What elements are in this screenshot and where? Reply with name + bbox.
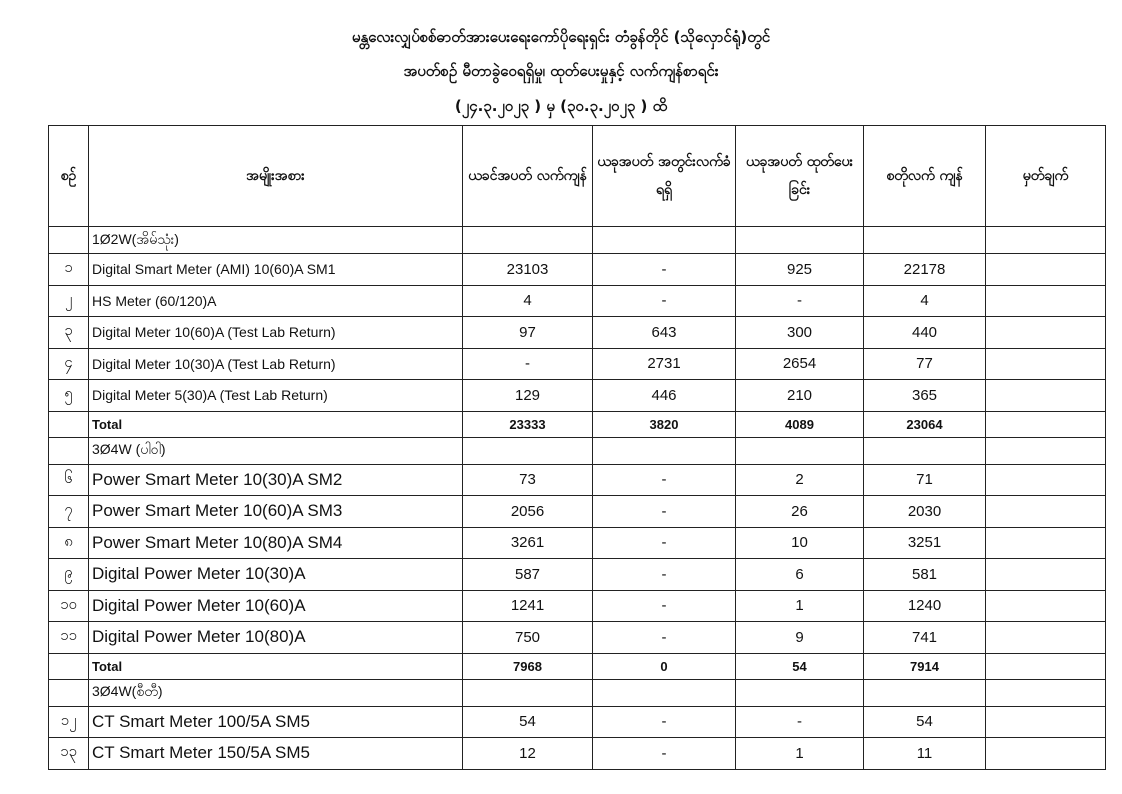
row-balance: 71 — [864, 464, 986, 496]
empty-cell — [986, 437, 1106, 464]
empty-cell — [463, 437, 593, 464]
row-opening: 3261 — [463, 527, 593, 559]
row-received: 643 — [593, 317, 736, 349]
row-issued: 1 — [736, 590, 864, 622]
table-row — [49, 464, 1106, 496]
empty-cell — [986, 227, 1106, 254]
row-opening: 73 — [463, 464, 593, 496]
row-opening: 2056 — [463, 496, 593, 528]
total-issued: 54 — [736, 653, 864, 679]
row-opening: 12 — [463, 738, 593, 770]
row-remarks — [986, 706, 1106, 738]
row-number: ၁၁ — [49, 622, 89, 654]
row-remarks — [986, 285, 1106, 317]
row-remarks — [986, 496, 1106, 528]
row-number: ၁၂ — [49, 706, 89, 738]
table-row — [49, 559, 1106, 591]
row-description: Digital Power Meter 10(30)A — [89, 559, 463, 591]
row-opening: 1241 — [463, 590, 593, 622]
row-number: ၈ — [49, 527, 89, 559]
row-description: CT Smart Meter 100/5A SM5 — [89, 706, 463, 738]
row-received: - — [593, 622, 736, 654]
row-received: - — [593, 527, 736, 559]
row-opening: 587 — [463, 559, 593, 591]
row-description: Digital Meter 10(60)A (Test Lab Return) — [89, 317, 463, 349]
row-balance: 3251 — [864, 527, 986, 559]
row-balance: 11 — [864, 738, 986, 770]
table-row — [49, 496, 1106, 528]
section-header-row — [49, 437, 1106, 464]
row-balance: 4 — [864, 285, 986, 317]
row-number: ၁ — [49, 254, 89, 286]
total-remarks — [986, 411, 1106, 437]
row-received: - — [593, 738, 736, 770]
row-description: Digital Meter 5(30)A (Test Lab Return) — [89, 380, 463, 412]
row-description: Digital Meter 10(30)A (Test Lab Return) — [89, 348, 463, 380]
row-received: - — [593, 559, 736, 591]
table-row — [49, 317, 1106, 349]
table-row — [49, 254, 1106, 286]
table-row — [49, 348, 1106, 380]
total-no-cell — [49, 411, 89, 437]
row-number: ၇ — [49, 496, 89, 528]
row-issued: 10 — [736, 527, 864, 559]
row-opening: - — [463, 348, 593, 380]
meter-stock-table — [48, 125, 1106, 770]
header-no: စဉ် — [49, 126, 89, 227]
empty-cell — [593, 437, 736, 464]
row-issued: 210 — [736, 380, 864, 412]
row-issued: 2 — [736, 464, 864, 496]
total-remarks — [986, 653, 1106, 679]
row-opening: 23103 — [463, 254, 593, 286]
row-received: - — [593, 464, 736, 496]
section-label: 3Ø4W (ပါဝါ) — [89, 437, 463, 464]
row-description: Power Smart Meter 10(80)A SM4 — [89, 527, 463, 559]
total-received: 3820 — [593, 411, 736, 437]
row-balance: 2030 — [864, 496, 986, 528]
header-type: အမျိုးအစား — [89, 126, 463, 227]
row-balance: 741 — [864, 622, 986, 654]
row-number: ၉ — [49, 559, 89, 591]
empty-cell — [593, 227, 736, 254]
row-description: Digital Power Meter 10(60)A — [89, 590, 463, 622]
row-issued: 26 — [736, 496, 864, 528]
row-remarks — [986, 622, 1106, 654]
row-remarks — [986, 559, 1106, 591]
empty-cell — [463, 227, 593, 254]
header-balance: စတိုလက် ကျန် — [864, 126, 986, 227]
header-remarks: မှတ်ချက် — [986, 126, 1106, 227]
total-issued: 4089 — [736, 411, 864, 437]
row-received: 446 — [593, 380, 736, 412]
header-issued: ယခုအပတ် ထုတ်ပေးခြင်း — [736, 126, 864, 227]
section-no-cell — [49, 227, 89, 254]
total-balance: 23064 — [864, 411, 986, 437]
row-issued: 1 — [736, 738, 864, 770]
total-row — [49, 653, 1106, 679]
empty-cell — [593, 679, 736, 706]
row-issued: - — [736, 706, 864, 738]
row-opening: 750 — [463, 622, 593, 654]
row-issued: 9 — [736, 622, 864, 654]
row-balance: 440 — [864, 317, 986, 349]
row-opening: 4 — [463, 285, 593, 317]
section-no-cell — [49, 679, 89, 706]
row-received: - — [593, 285, 736, 317]
row-remarks — [986, 590, 1106, 622]
row-received: - — [593, 590, 736, 622]
empty-cell — [736, 227, 864, 254]
table-body — [49, 227, 1106, 770]
empty-cell — [986, 679, 1106, 706]
row-number: ၃ — [49, 317, 89, 349]
total-no-cell — [49, 653, 89, 679]
total-opening: 7968 — [463, 653, 593, 679]
report-date-range: (၂၄.၃.၂၀၂၃ ) မှ (၃၀.၃.၂၀၂၃ ) ထိ — [454, 97, 668, 115]
table-header-row — [49, 126, 1106, 227]
row-balance: 77 — [864, 348, 986, 380]
row-issued: 2654 — [736, 348, 864, 380]
table-row — [49, 590, 1106, 622]
row-number: ၁၃ — [49, 738, 89, 770]
row-received: - — [593, 706, 736, 738]
report-subtitle: အပတ်စဉ် မီတာခွဲဝေရရှိမှု၊ ထုတ်ပေးမှုနှင့် လက်ကျန်စာရင်း — [403, 62, 719, 80]
section-no-cell — [49, 437, 89, 464]
row-number: ၅ — [49, 380, 89, 412]
report-title: မန္တလေးလျှပ်စစ်ဓာတ်အားပေးရေးကော်ပိုရေးရှင်း တံခွန်တိုင် (သိုလှောင်ရုံ)တွင် — [351, 28, 771, 46]
total-label: Total — [89, 411, 463, 437]
row-issued: 300 — [736, 317, 864, 349]
row-number: ၂ — [49, 285, 89, 317]
total-opening: 23333 — [463, 411, 593, 437]
section-label: 1Ø2W(အိမ်သုံး) — [89, 227, 463, 254]
section-header-row — [49, 679, 1106, 706]
row-description: Digital Smart Meter (AMI) 10(60)A SM1 — [89, 254, 463, 286]
empty-cell — [864, 437, 986, 464]
empty-cell — [463, 679, 593, 706]
row-balance: 22178 — [864, 254, 986, 286]
total-row — [49, 411, 1106, 437]
section-header-row — [49, 227, 1106, 254]
row-issued: 6 — [736, 559, 864, 591]
row-remarks — [986, 254, 1106, 286]
row-number: ၄ — [49, 348, 89, 380]
row-remarks — [986, 317, 1106, 349]
table-row — [49, 738, 1106, 770]
row-remarks — [986, 348, 1106, 380]
row-opening: 54 — [463, 706, 593, 738]
row-received: 2731 — [593, 348, 736, 380]
section-label: 3Ø4W(စီတီ) — [89, 679, 463, 706]
empty-cell — [864, 227, 986, 254]
row-received: - — [593, 254, 736, 286]
row-description: HS Meter (60/120)A — [89, 285, 463, 317]
row-remarks — [986, 380, 1106, 412]
table-row — [49, 380, 1106, 412]
row-issued: - — [736, 285, 864, 317]
table-row — [49, 706, 1106, 738]
table-row — [49, 527, 1106, 559]
row-description: Digital Power Meter 10(80)A — [89, 622, 463, 654]
empty-cell — [736, 679, 864, 706]
table-row — [49, 285, 1106, 317]
row-issued: 925 — [736, 254, 864, 286]
row-opening: 129 — [463, 380, 593, 412]
row-number: ၁၀ — [49, 590, 89, 622]
table-row — [49, 622, 1106, 654]
row-opening: 97 — [463, 317, 593, 349]
row-remarks — [986, 464, 1106, 496]
row-number: ၆ — [49, 464, 89, 496]
row-balance: 581 — [864, 559, 986, 591]
row-balance: 365 — [864, 380, 986, 412]
row-balance: 54 — [864, 706, 986, 738]
row-description: Power Smart Meter 10(60)A SM3 — [89, 496, 463, 528]
total-balance: 7914 — [864, 653, 986, 679]
total-received: 0 — [593, 653, 736, 679]
row-description: CT Smart Meter 150/5A SM5 — [89, 738, 463, 770]
header-opening: ယခင်အပတ် လက်ကျန် — [463, 126, 593, 227]
row-balance: 1240 — [864, 590, 986, 622]
empty-cell — [864, 679, 986, 706]
row-description: Power Smart Meter 10(30)A SM2 — [89, 464, 463, 496]
row-remarks — [986, 527, 1106, 559]
header-received: ယခုအပတ် အတွင်းလက်ခံ ရရှိ — [593, 126, 736, 227]
row-received: - — [593, 496, 736, 528]
row-remarks — [986, 738, 1106, 770]
empty-cell — [736, 437, 864, 464]
total-label: Total — [89, 653, 463, 679]
